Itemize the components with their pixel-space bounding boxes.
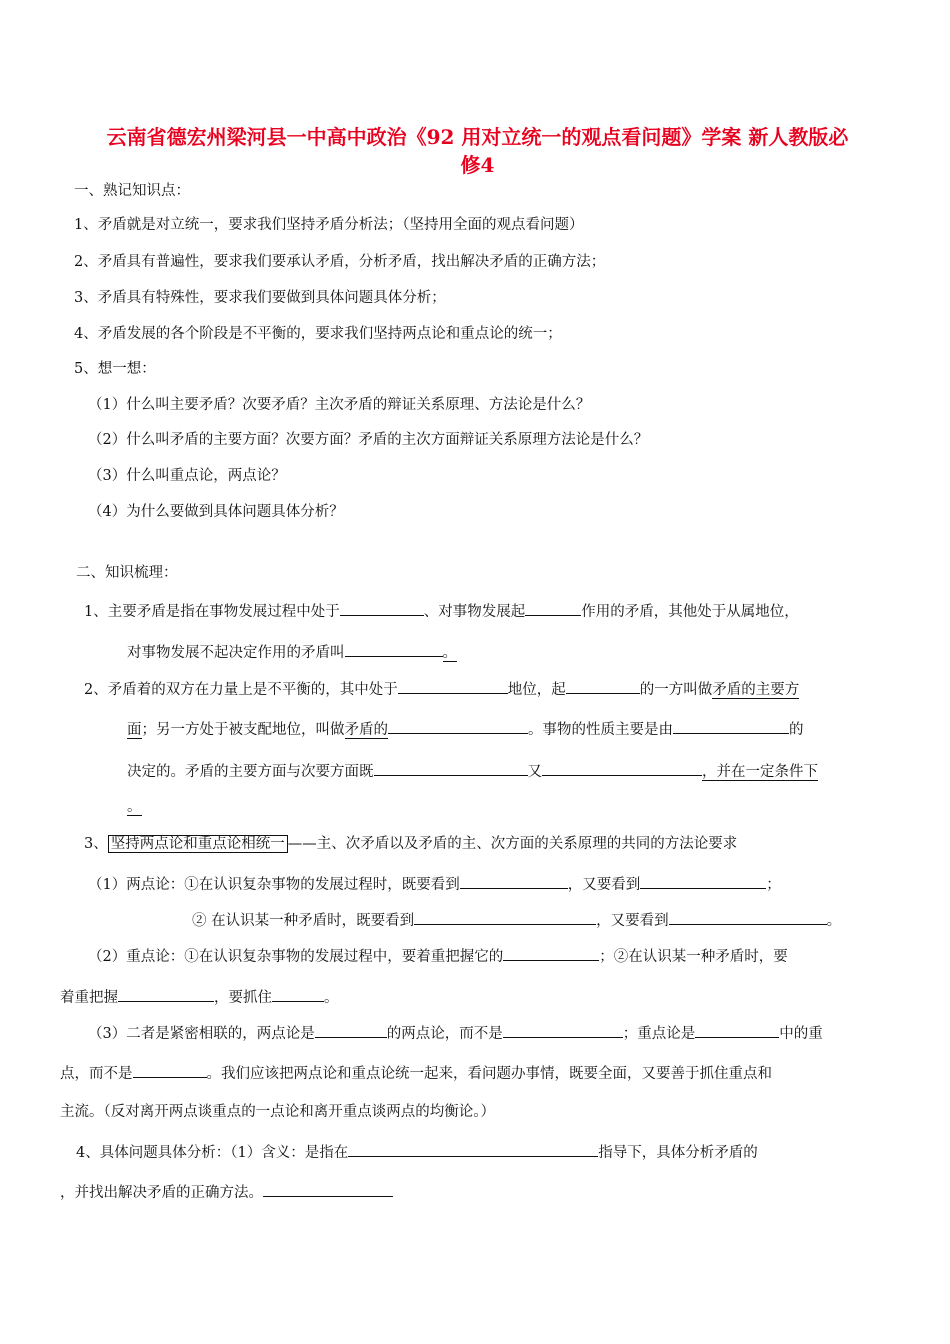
fill-blank[interactable] — [503, 1021, 623, 1038]
fill-blank[interactable] — [340, 599, 424, 616]
fill-blank[interactable] — [566, 677, 640, 694]
knowledge-item-2: 2、矛盾具有普遍性，要求我们要承认矛盾，分析矛盾，找出解决矛盾的正确方法； — [74, 254, 606, 270]
key-point-line-1: （2）重点论：①在认识复杂事物的发展过程中，要着重把握它的 ；②在认识某一种矛盾时，要 — [88, 944, 788, 967]
key-point-line-2: 着重把握 ，要抓住 。 — [60, 985, 339, 1008]
knowledge-item-3: 3、矛盾具有特殊性，要求我们要做到具体问题具体分析； — [74, 290, 446, 306]
two-point-line-2: ② 在认识某一种矛盾时，既要看到 ，又要看到 。 — [192, 908, 841, 931]
fill-blank[interactable] — [374, 759, 528, 776]
fill-blank[interactable] — [695, 1021, 779, 1038]
fill-blank[interactable] — [133, 1061, 207, 1078]
fill-blank[interactable] — [315, 1021, 387, 1038]
fill-blank[interactable] — [348, 1140, 598, 1157]
question-2: （2）什么叫矛盾的主要方面？次要方面？矛盾的主次方面辩证关系原理方法论是什么？ — [88, 432, 649, 448]
fill-blank[interactable] — [460, 872, 568, 889]
paragraph-2-line-4: 。 — [127, 799, 142, 815]
fill-blank[interactable] — [542, 759, 702, 776]
fill-blank[interactable] — [503, 944, 599, 961]
question-4: （4）为什么要做到具体问题具体分析？ — [88, 504, 344, 520]
question-3: （3）什么叫重点论，两点论？ — [88, 468, 286, 484]
fill-blank[interactable] — [525, 599, 581, 616]
fill-blank[interactable] — [640, 872, 766, 889]
question-1: （1）什么叫主要矛盾？次要矛盾？主次矛盾的辩证关系原理、方法论是什么？ — [88, 397, 591, 413]
knowledge-item-5: 5、想一想： — [74, 361, 156, 377]
paragraph-1-line-2: 对事物发展不起决定作用的矛盾叫 。 — [127, 640, 457, 663]
fill-blank[interactable] — [263, 1180, 393, 1197]
section2-heading: 二、知识梳理： — [76, 565, 178, 581]
title-line-2: 修4 — [460, 153, 495, 177]
relation-line-3: 主流。（反对离开两点谈重点的一点论和离开重点谈两点的均衡论。） — [60, 1104, 495, 1120]
fill-blank[interactable] — [398, 677, 508, 694]
paragraph-2-line-2: 面；另一方处于被支配地位，叫做矛盾的 。事物的性质主要是由 的 — [127, 717, 804, 740]
boxed-term: 坚持两点论和重点论相统一 — [108, 835, 288, 853]
fill-blank[interactable] — [272, 985, 324, 1002]
paragraph-2-line-3: 决定的。矛盾的主要方面与次要方面既 又 ，并在一定条件下 — [127, 759, 818, 782]
two-point-line-1: （1）两点论：①在认识复杂事物的发展过程时，既要看到 ，又要看到 ； — [88, 872, 781, 895]
knowledge-item-1: 1、矛盾就是对立统一，要求我们坚持矛盾分析法；（坚持用全面的观点看问题） — [74, 217, 584, 233]
fill-blank[interactable] — [345, 640, 443, 657]
fill-blank[interactable] — [669, 908, 827, 925]
paragraph-2-line-1: 2、矛盾着的双方在力量上是不平衡的，其中处于 地位，起 的一方叫做矛盾的主要方 — [84, 677, 799, 700]
paragraph-3-heading: 3、 坚持两点论和重点论相统一 ——主、次矛盾以及矛盾的主、次方面的关系原理的共同的方法论要求 — [84, 836, 738, 852]
relation-line-1: （3）二者是紧密相联的，两点论是 的两点论，而不是 ；重点论是 中的重 — [88, 1021, 823, 1044]
document-title — [60, 123, 895, 179]
fill-blank[interactable] — [414, 908, 596, 925]
paragraph-4-line-2: ，并找出解决矛盾的正确方法。 — [60, 1180, 393, 1203]
paragraph-1-line-1: 1、主要矛盾是指在事物发展过程中处于 、对事物发展起 作用的矛盾，其他处于从属地位， — [84, 599, 799, 622]
section1-heading: 一、熟记知识点： — [74, 183, 190, 199]
fill-blank[interactable] — [388, 717, 528, 734]
fill-blank[interactable] — [118, 985, 214, 1002]
paragraph-4-line-1: 4、具体问题具体分析：（1）含义：是指在 指导下，具体分析矛盾的 — [76, 1140, 758, 1163]
title-line-1: 云南省德宏州梁河县一中高中政治《92 用对立统一的观点看问题》学案 新人教版必 — [106, 125, 849, 149]
knowledge-item-4: 4、矛盾发展的各个阶段是不平衡的，要求我们坚持两点论和重点论的统一； — [74, 326, 562, 342]
relation-line-2: 点，而不是 。我们应该把两点论和重点论统一起来，看问题办事情，既要全面，又要善于抓住重点和 — [60, 1061, 772, 1084]
fill-blank[interactable] — [673, 717, 789, 734]
